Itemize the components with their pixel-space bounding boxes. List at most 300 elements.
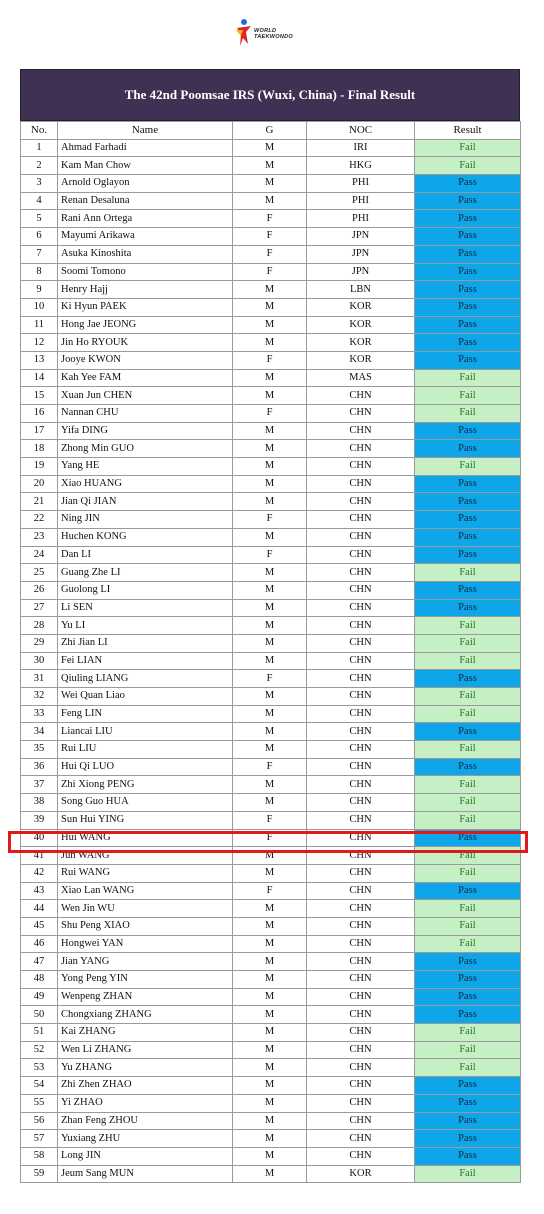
cell-gender: M bbox=[233, 1094, 307, 1112]
cell-noc: CHN bbox=[307, 829, 415, 847]
table-row bbox=[21, 139, 521, 157]
table-row bbox=[21, 245, 521, 263]
cell-gender: F bbox=[233, 351, 307, 369]
table-row bbox=[21, 935, 521, 953]
cell-gender: M bbox=[233, 493, 307, 511]
cell-name: Soomi Tomono bbox=[58, 263, 233, 281]
cell-result: Pass bbox=[415, 758, 521, 776]
cell-result: Pass bbox=[415, 475, 521, 493]
cell-gender: M bbox=[233, 387, 307, 405]
cell-result: Pass bbox=[415, 263, 521, 281]
table-row bbox=[21, 298, 521, 316]
cell-no: 57 bbox=[21, 1130, 58, 1148]
cell-name: Zhi Jian LI bbox=[58, 634, 233, 652]
table-row bbox=[21, 281, 521, 299]
cell-no: 6 bbox=[21, 228, 58, 246]
cell-name: Ning JIN bbox=[58, 511, 233, 529]
table-row bbox=[21, 617, 521, 635]
table-row bbox=[21, 334, 521, 352]
cell-gender: M bbox=[233, 440, 307, 458]
cell-noc: CHN bbox=[307, 1024, 415, 1042]
cell-noc: MAS bbox=[307, 369, 415, 387]
cell-noc: HKG bbox=[307, 157, 415, 175]
cell-gender: M bbox=[233, 1112, 307, 1130]
cell-name: Jeum Sang MUN bbox=[58, 1165, 233, 1183]
table-row bbox=[21, 387, 521, 405]
table-row bbox=[21, 776, 521, 794]
logo-line-2: TAEKWONDO bbox=[254, 34, 293, 40]
cell-noc: CHN bbox=[307, 1041, 415, 1059]
cell-result: Pass bbox=[415, 599, 521, 617]
cell-no: 30 bbox=[21, 652, 58, 670]
cell-no: 44 bbox=[21, 900, 58, 918]
cell-noc: CHN bbox=[307, 864, 415, 882]
table-row bbox=[21, 316, 521, 334]
cell-no: 59 bbox=[21, 1165, 58, 1183]
cell-gender: F bbox=[233, 405, 307, 423]
cell-no: 41 bbox=[21, 847, 58, 865]
table-row bbox=[21, 175, 521, 193]
cell-no: 9 bbox=[21, 281, 58, 299]
cell-result: Pass bbox=[415, 829, 521, 847]
cell-name: Dan LI bbox=[58, 546, 233, 564]
cell-no: 23 bbox=[21, 528, 58, 546]
logo-text bbox=[254, 28, 293, 40]
cell-name: Hui Qi LUO bbox=[58, 758, 233, 776]
cell-result: Fail bbox=[415, 405, 521, 423]
col-header-no: No. bbox=[21, 122, 58, 140]
cell-no: 55 bbox=[21, 1094, 58, 1112]
cell-gender: M bbox=[233, 617, 307, 635]
cell-name: Yang HE bbox=[58, 458, 233, 476]
cell-noc: CHN bbox=[307, 670, 415, 688]
cell-result: Pass bbox=[415, 511, 521, 529]
cell-gender: M bbox=[233, 192, 307, 210]
cell-noc: CHN bbox=[307, 794, 415, 812]
cell-no: 16 bbox=[21, 405, 58, 423]
cell-name: Yong Peng YIN bbox=[58, 971, 233, 989]
table-row bbox=[21, 971, 521, 989]
table-body bbox=[21, 139, 521, 1183]
cell-result: Fail bbox=[415, 935, 521, 953]
cell-name: Shu Peng XIAO bbox=[58, 917, 233, 935]
cell-no: 28 bbox=[21, 617, 58, 635]
cell-result: Fail bbox=[415, 811, 521, 829]
cell-no: 1 bbox=[21, 139, 58, 157]
cell-noc: JPN bbox=[307, 245, 415, 263]
cell-gender: F bbox=[233, 228, 307, 246]
cell-result: Fail bbox=[415, 1041, 521, 1059]
cell-gender: M bbox=[233, 634, 307, 652]
cell-name: Jun WANG bbox=[58, 847, 233, 865]
table-row bbox=[21, 528, 521, 546]
cell-result: Fail bbox=[415, 1024, 521, 1042]
table-row bbox=[21, 670, 521, 688]
cell-name: Hongwei YAN bbox=[58, 935, 233, 953]
cell-noc: PHI bbox=[307, 175, 415, 193]
table-row bbox=[21, 811, 521, 829]
table-row bbox=[21, 882, 521, 900]
table-row bbox=[21, 705, 521, 723]
cell-no: 10 bbox=[21, 298, 58, 316]
cell-no: 34 bbox=[21, 723, 58, 741]
cell-no: 38 bbox=[21, 794, 58, 812]
cell-noc: KOR bbox=[307, 316, 415, 334]
cell-result: Pass bbox=[415, 953, 521, 971]
cell-noc: CHN bbox=[307, 953, 415, 971]
cell-name: Rui WANG bbox=[58, 864, 233, 882]
table-row bbox=[21, 351, 521, 369]
cell-no: 43 bbox=[21, 882, 58, 900]
cell-noc: CHN bbox=[307, 652, 415, 670]
cell-name: Li SEN bbox=[58, 599, 233, 617]
cell-gender: M bbox=[233, 139, 307, 157]
cell-no: 32 bbox=[21, 688, 58, 706]
cell-gender: M bbox=[233, 652, 307, 670]
cell-gender: M bbox=[233, 1006, 307, 1024]
table-row bbox=[21, 741, 521, 759]
table-row bbox=[21, 210, 521, 228]
cell-result: Pass bbox=[415, 546, 521, 564]
table-row bbox=[21, 794, 521, 812]
cell-name: Zhi Zhen ZHAO bbox=[58, 1077, 233, 1095]
cell-no: 5 bbox=[21, 210, 58, 228]
cell-name: Rani Ann Ortega bbox=[58, 210, 233, 228]
cell-no: 4 bbox=[21, 192, 58, 210]
cell-result: Pass bbox=[415, 192, 521, 210]
cell-noc: CHN bbox=[307, 405, 415, 423]
cell-noc: CHN bbox=[307, 617, 415, 635]
cell-name: Wen Jin WU bbox=[58, 900, 233, 918]
cell-no: 2 bbox=[21, 157, 58, 175]
cell-name: Henry Hajj bbox=[58, 281, 233, 299]
cell-gender: M bbox=[233, 847, 307, 865]
cell-noc: CHN bbox=[307, 387, 415, 405]
cell-gender: M bbox=[233, 1024, 307, 1042]
cell-no: 39 bbox=[21, 811, 58, 829]
cell-gender: M bbox=[233, 935, 307, 953]
table-header-row bbox=[21, 122, 521, 140]
table-row bbox=[21, 599, 521, 617]
cell-name: Yu LI bbox=[58, 617, 233, 635]
cell-noc: CHN bbox=[307, 1059, 415, 1077]
cell-no: 19 bbox=[21, 458, 58, 476]
cell-result: Pass bbox=[415, 670, 521, 688]
cell-result: Pass bbox=[415, 210, 521, 228]
cell-gender: M bbox=[233, 794, 307, 812]
table-row bbox=[21, 1041, 521, 1059]
cell-no: 48 bbox=[21, 971, 58, 989]
cell-name: Wenpeng ZHAN bbox=[58, 988, 233, 1006]
cell-result: Pass bbox=[415, 440, 521, 458]
cell-result: Fail bbox=[415, 864, 521, 882]
cell-noc: CHN bbox=[307, 493, 415, 511]
cell-noc: CHN bbox=[307, 528, 415, 546]
cell-gender: F bbox=[233, 882, 307, 900]
table-row bbox=[21, 422, 521, 440]
cell-noc: CHN bbox=[307, 988, 415, 1006]
cell-result: Pass bbox=[415, 422, 521, 440]
cell-noc: LBN bbox=[307, 281, 415, 299]
cell-gender: M bbox=[233, 458, 307, 476]
cell-name: Arnold Oglayon bbox=[58, 175, 233, 193]
cell-result: Fail bbox=[415, 1165, 521, 1183]
cell-result: Fail bbox=[415, 458, 521, 476]
cell-gender: M bbox=[233, 776, 307, 794]
cell-noc: CHN bbox=[307, 705, 415, 723]
cell-no: 22 bbox=[21, 511, 58, 529]
table-row bbox=[21, 1059, 521, 1077]
table-row bbox=[21, 688, 521, 706]
cell-name: Guolong LI bbox=[58, 581, 233, 599]
cell-result: Fail bbox=[415, 917, 521, 935]
cell-result: Fail bbox=[415, 688, 521, 706]
col-header-gender: G bbox=[233, 122, 307, 140]
cell-name: Xiao HUANG bbox=[58, 475, 233, 493]
cell-result: Fail bbox=[415, 634, 521, 652]
cell-gender: M bbox=[233, 917, 307, 935]
cell-name: Jian YANG bbox=[58, 953, 233, 971]
cell-name: Wen Li ZHANG bbox=[58, 1041, 233, 1059]
cell-name: Huchen KONG bbox=[58, 528, 233, 546]
cell-noc: PHI bbox=[307, 210, 415, 228]
table-row bbox=[21, 847, 521, 865]
cell-gender: M bbox=[233, 1130, 307, 1148]
cell-no: 50 bbox=[21, 1006, 58, 1024]
results-table bbox=[20, 121, 521, 1183]
cell-name: Yi ZHAO bbox=[58, 1094, 233, 1112]
table-row bbox=[21, 511, 521, 529]
cell-gender: M bbox=[233, 599, 307, 617]
cell-gender: M bbox=[233, 988, 307, 1006]
cell-result: Pass bbox=[415, 1006, 521, 1024]
cell-result: Fail bbox=[415, 369, 521, 387]
cell-noc: CHN bbox=[307, 917, 415, 935]
cell-gender: M bbox=[233, 157, 307, 175]
logo-line-1: WORLD bbox=[254, 28, 277, 34]
cell-noc: CHN bbox=[307, 1130, 415, 1148]
table-row bbox=[21, 652, 521, 670]
cell-name: Xuan Jun CHEN bbox=[58, 387, 233, 405]
cell-no: 29 bbox=[21, 634, 58, 652]
cell-result: Fail bbox=[415, 139, 521, 157]
cell-result: Pass bbox=[415, 228, 521, 246]
cell-noc: CHN bbox=[307, 564, 415, 582]
cell-result: Fail bbox=[415, 741, 521, 759]
cell-gender: M bbox=[233, 564, 307, 582]
cell-noc: CHN bbox=[307, 811, 415, 829]
cell-no: 8 bbox=[21, 263, 58, 281]
table-row bbox=[21, 1077, 521, 1095]
cell-gender: F bbox=[233, 245, 307, 263]
cell-name: Rui LIU bbox=[58, 741, 233, 759]
cell-name: Qiuling LIANG bbox=[58, 670, 233, 688]
cell-name: Sun Hui YING bbox=[58, 811, 233, 829]
cell-noc: CHN bbox=[307, 723, 415, 741]
table-row bbox=[21, 440, 521, 458]
cell-no: 26 bbox=[21, 581, 58, 599]
table-row bbox=[21, 900, 521, 918]
cell-no: 13 bbox=[21, 351, 58, 369]
cell-name: Jin Ho RYOUK bbox=[58, 334, 233, 352]
cell-result: Pass bbox=[415, 971, 521, 989]
cell-result: Pass bbox=[415, 1147, 521, 1165]
cell-noc: KOR bbox=[307, 298, 415, 316]
cell-noc: KOR bbox=[307, 1165, 415, 1183]
table-row bbox=[21, 546, 521, 564]
table-row bbox=[21, 1147, 521, 1165]
cell-name: Guang Zhe LI bbox=[58, 564, 233, 582]
cell-noc: IRI bbox=[307, 139, 415, 157]
cell-name: Yu ZHANG bbox=[58, 1059, 233, 1077]
cell-noc: JPN bbox=[307, 263, 415, 281]
cell-result: Fail bbox=[415, 776, 521, 794]
table-row bbox=[21, 1094, 521, 1112]
cell-name: Zhi Xiong PENG bbox=[58, 776, 233, 794]
cell-gender: M bbox=[233, 953, 307, 971]
cell-gender: M bbox=[233, 316, 307, 334]
cell-result: Pass bbox=[415, 175, 521, 193]
cell-noc: CHN bbox=[307, 776, 415, 794]
table-row bbox=[21, 1130, 521, 1148]
table-row bbox=[21, 157, 521, 175]
cell-result: Pass bbox=[415, 528, 521, 546]
world-taekwondo-logo bbox=[234, 18, 314, 52]
cell-gender: M bbox=[233, 705, 307, 723]
cell-noc: KOR bbox=[307, 351, 415, 369]
cell-result: Pass bbox=[415, 334, 521, 352]
cell-noc: CHN bbox=[307, 599, 415, 617]
cell-gender: M bbox=[233, 369, 307, 387]
cell-gender: M bbox=[233, 971, 307, 989]
results-sheet bbox=[20, 69, 520, 1183]
cell-noc: CHN bbox=[307, 1006, 415, 1024]
cell-gender: F bbox=[233, 210, 307, 228]
cell-gender: F bbox=[233, 670, 307, 688]
cell-result: Pass bbox=[415, 245, 521, 263]
cell-result: Fail bbox=[415, 705, 521, 723]
cell-name: Zhong Min GUO bbox=[58, 440, 233, 458]
cell-noc: JPN bbox=[307, 228, 415, 246]
table-row bbox=[21, 228, 521, 246]
cell-no: 15 bbox=[21, 387, 58, 405]
cell-result: Fail bbox=[415, 794, 521, 812]
cell-noc: CHN bbox=[307, 1094, 415, 1112]
cell-noc: CHN bbox=[307, 688, 415, 706]
table-row bbox=[21, 953, 521, 971]
cell-gender: M bbox=[233, 298, 307, 316]
cell-name: Yifa DING bbox=[58, 422, 233, 440]
cell-no: 37 bbox=[21, 776, 58, 794]
cell-gender: F bbox=[233, 829, 307, 847]
cell-gender: M bbox=[233, 422, 307, 440]
cell-result: Pass bbox=[415, 988, 521, 1006]
cell-no: 21 bbox=[21, 493, 58, 511]
table-row bbox=[21, 988, 521, 1006]
cell-name: Liancai LIU bbox=[58, 723, 233, 741]
table-row bbox=[21, 405, 521, 423]
cell-no: 7 bbox=[21, 245, 58, 263]
cell-noc: CHN bbox=[307, 634, 415, 652]
cell-no: 36 bbox=[21, 758, 58, 776]
cell-name: Kai ZHANG bbox=[58, 1024, 233, 1042]
table-row bbox=[21, 263, 521, 281]
cell-noc: CHN bbox=[307, 511, 415, 529]
cell-result: Fail bbox=[415, 617, 521, 635]
cell-result: Pass bbox=[415, 581, 521, 599]
cell-gender: F bbox=[233, 263, 307, 281]
cell-gender: M bbox=[233, 864, 307, 882]
cell-gender: M bbox=[233, 1165, 307, 1183]
cell-noc: CHN bbox=[307, 581, 415, 599]
cell-result: Fail bbox=[415, 847, 521, 865]
cell-no: 11 bbox=[21, 316, 58, 334]
cell-no: 53 bbox=[21, 1059, 58, 1077]
cell-noc: CHN bbox=[307, 422, 415, 440]
cell-noc: CHN bbox=[307, 458, 415, 476]
cell-noc: CHN bbox=[307, 741, 415, 759]
cell-noc: KOR bbox=[307, 334, 415, 352]
cell-result: Pass bbox=[415, 1094, 521, 1112]
cell-noc: CHN bbox=[307, 475, 415, 493]
cell-result: Fail bbox=[415, 564, 521, 582]
col-header-noc: NOC bbox=[307, 122, 415, 140]
cell-no: 42 bbox=[21, 864, 58, 882]
cell-noc: CHN bbox=[307, 900, 415, 918]
cell-name: Asuka Kinoshita bbox=[58, 245, 233, 263]
cell-no: 31 bbox=[21, 670, 58, 688]
table-row bbox=[21, 723, 521, 741]
cell-name: Wei Quan Liao bbox=[58, 688, 233, 706]
cell-no: 3 bbox=[21, 175, 58, 193]
cell-no: 58 bbox=[21, 1147, 58, 1165]
cell-result: Pass bbox=[415, 281, 521, 299]
cell-name: Chongxiang ZHANG bbox=[58, 1006, 233, 1024]
table-row bbox=[21, 758, 521, 776]
cell-name: Song Guo HUA bbox=[58, 794, 233, 812]
col-header-result: Result bbox=[415, 122, 521, 140]
cell-no: 14 bbox=[21, 369, 58, 387]
cell-noc: CHN bbox=[307, 971, 415, 989]
cell-name: Nannan CHU bbox=[58, 405, 233, 423]
cell-result: Pass bbox=[415, 1077, 521, 1095]
table-row bbox=[21, 1024, 521, 1042]
cell-noc: PHI bbox=[307, 192, 415, 210]
table-row bbox=[21, 493, 521, 511]
cell-gender: M bbox=[233, 528, 307, 546]
cell-name: Xiao Lan WANG bbox=[58, 882, 233, 900]
table-row bbox=[21, 829, 521, 847]
cell-result: Fail bbox=[415, 900, 521, 918]
cell-result: Pass bbox=[415, 1112, 521, 1130]
cell-no: 49 bbox=[21, 988, 58, 1006]
table-row bbox=[21, 458, 521, 476]
cell-noc: CHN bbox=[307, 1112, 415, 1130]
cell-name: Kah Yee FAM bbox=[58, 369, 233, 387]
cell-gender: M bbox=[233, 1147, 307, 1165]
cell-no: 20 bbox=[21, 475, 58, 493]
cell-name: Yuxiang ZHU bbox=[58, 1130, 233, 1148]
cell-noc: CHN bbox=[307, 1077, 415, 1095]
col-header-name: Name bbox=[58, 122, 233, 140]
cell-gender: M bbox=[233, 581, 307, 599]
cell-result: Pass bbox=[415, 316, 521, 334]
cell-noc: CHN bbox=[307, 546, 415, 564]
cell-gender: M bbox=[233, 741, 307, 759]
cell-no: 45 bbox=[21, 917, 58, 935]
cell-no: 54 bbox=[21, 1077, 58, 1095]
cell-gender: M bbox=[233, 175, 307, 193]
